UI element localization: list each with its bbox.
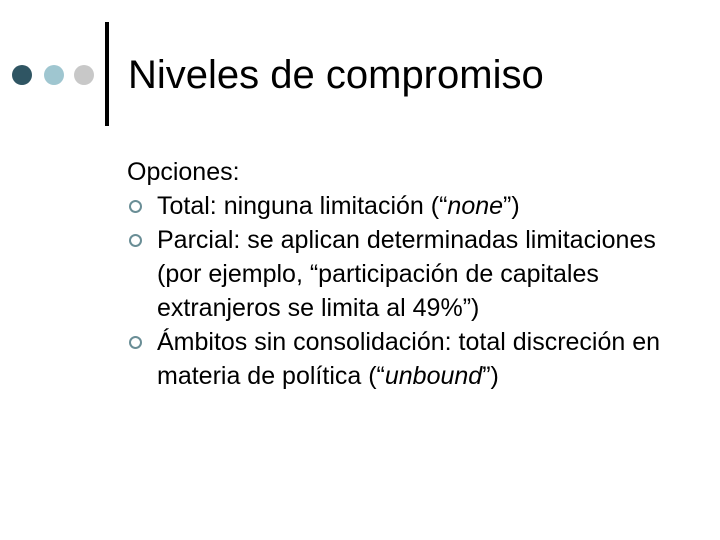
slide-title: Niveles de compromiso xyxy=(128,53,544,97)
bullet-item-ambitos xyxy=(127,325,707,393)
bullet-text: Total: ninguna limitación (“ xyxy=(157,192,448,220)
bullet-text-end: ”) xyxy=(503,192,520,220)
ring-bullet-icon xyxy=(129,336,142,349)
bullet-item-total xyxy=(127,189,707,223)
bullet-emphasis: unbound xyxy=(384,362,483,390)
dark-dot-icon xyxy=(12,65,32,85)
bullet-list xyxy=(127,189,707,393)
decorative-dots xyxy=(12,65,94,85)
bullet-emphasis: none xyxy=(447,192,504,220)
ring-bullet-icon xyxy=(129,234,142,247)
bullet-text-end: ”) xyxy=(482,362,499,390)
gray-dot-icon xyxy=(74,65,94,85)
bullet-text: Parcial: se aplican determinadas limitaciones (por ejemplo, “participación de capitales extranjeros se limita al 49%”) xyxy=(157,226,656,322)
bullet-item-parcial xyxy=(127,223,707,325)
title-divider xyxy=(105,22,109,126)
light-blue-dot-icon xyxy=(44,65,64,85)
ring-bullet-icon xyxy=(129,200,142,213)
bullet-text: Ámbitos sin consolidación: total discreción en materia de política (“ xyxy=(157,328,661,390)
intro-text: Opciones: xyxy=(127,158,240,186)
slide-body xyxy=(127,155,707,393)
